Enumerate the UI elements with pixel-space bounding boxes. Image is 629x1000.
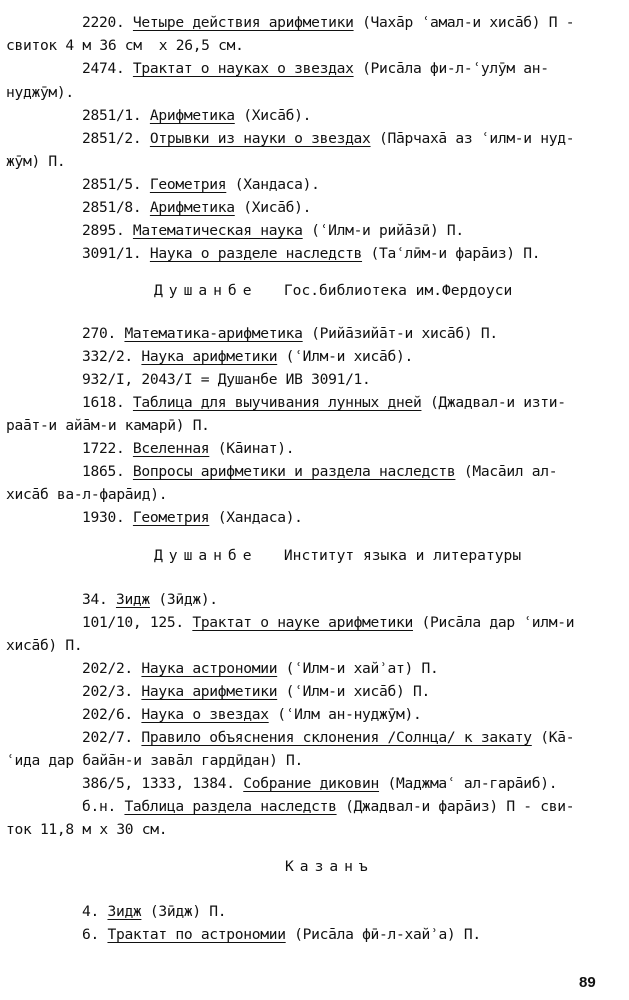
entry-270: [82, 325, 498, 343]
entry-title: Трактат по астрономии: [107, 926, 286, 943]
entry-1865-cont: [6, 486, 167, 504]
entry-number: 270.: [82, 325, 125, 342]
entry-details: (Хандаса).: [209, 509, 303, 526]
entry-title: Арифметика: [149, 107, 235, 124]
entry-202-7: [82, 729, 574, 747]
entry-932: [82, 371, 371, 389]
entry-bn: [82, 798, 574, 816]
entry-details: (Таʿлӣм-и фарāиз) П.: [362, 245, 541, 262]
entry-details: (Рисāла фи-л-ʿулӯм ан-: [353, 60, 549, 77]
entry-details: (ʿИлм-и рийāзӣ) П.: [302, 222, 464, 239]
entry-title: Геометрия: [132, 509, 210, 526]
entry-202-7-cont: [6, 752, 303, 770]
entry-1865: [82, 463, 557, 481]
section-heading-dushanbe-institute: [154, 547, 521, 565]
entry-101-10-cont: [6, 637, 82, 655]
entry-number: 386/5, 1333, 1384.: [82, 775, 244, 792]
entry-number: 202/2.: [82, 660, 142, 677]
entry-details: (ʿИлм ан-нуджӯм).: [268, 706, 422, 723]
entry-number: 6.: [82, 926, 108, 943]
entry-details: (Джадвал-и изти-: [421, 394, 566, 411]
entry-details: (Маджмаʿ ал-гарāиб).: [379, 775, 558, 792]
entry-number: 3091/1.: [82, 245, 150, 262]
entry-continuation: хисāб) П.: [6, 637, 83, 654]
entry-details: (Зӣдж).: [149, 591, 218, 608]
entry-details: (Рисāла фӣ-л-хайʾа) П.: [285, 926, 481, 943]
entry-title: Четыре действия арифметики: [132, 14, 354, 31]
entry-4: [82, 903, 226, 921]
page-number: 89: [579, 974, 596, 991]
heading-city: Душанбе: [154, 282, 258, 299]
entry-bn-cont: [6, 821, 167, 839]
entry-2220: [82, 14, 574, 32]
entry-continuation: ʿида дар байāн-и завāл гардӣдан) П.: [6, 752, 304, 769]
entry-continuation: нуджӯм).: [6, 84, 74, 101]
entry-title: Трактат о науках о звездах: [132, 60, 354, 77]
entry-continuation: жӯм) П.: [6, 153, 66, 170]
entry-number: 2851/5.: [82, 176, 150, 193]
entry-details: (ʿИлм-и хисāб).: [277, 348, 413, 365]
entry-title: Вселенная: [132, 440, 210, 457]
entry-number: б.н.: [82, 798, 125, 815]
entry-101-10: [82, 614, 574, 632]
entry-title: Геометрия: [149, 176, 227, 193]
entry-number: 2851/8.: [82, 199, 150, 216]
entry-details: (Масāил ал-: [455, 463, 558, 480]
entry-details: (ʿИлм-и хайʾат) П.: [277, 660, 439, 677]
entry-202-2: [82, 660, 438, 678]
heading-institution: Гос.библиотека им.Фердоуси: [283, 282, 513, 299]
heading-city: Душанбе: [154, 547, 258, 564]
entry-title: Трактат о науке арифметики: [192, 614, 413, 631]
section-heading-dushanbe-library: [154, 282, 512, 300]
entry-1722: [82, 440, 294, 458]
entry-continuation: ток 11,8 м х 30 см.: [6, 821, 168, 838]
entry-title: Вопросы арифметики и раздела наследств: [132, 463, 456, 480]
entry-title: Собрание диковин: [243, 775, 380, 792]
entry-title: Математическая наука: [132, 222, 303, 239]
entry-number: 1865.: [82, 463, 133, 480]
entry-number: 2474.: [82, 60, 133, 77]
entry-2895: [82, 222, 464, 240]
entry-2220-cont: [6, 37, 244, 55]
entry-details: (Пāрчахā аз ʿилм-и нуд-: [370, 130, 575, 147]
entry-2474-cont: [6, 84, 74, 102]
heading-city: Казанъ: [285, 858, 374, 875]
entry-2851-2-cont: [6, 153, 65, 171]
entry-1618: [82, 394, 566, 412]
entry-332-2: [82, 348, 413, 366]
entry-number: 2851/2.: [82, 130, 150, 147]
entry-1618-cont: [6, 417, 210, 435]
entry-title: Отрывки из науки о звездах: [149, 130, 371, 147]
entry-number: 202/7.: [82, 729, 142, 746]
entry-number: 4.: [82, 903, 108, 920]
entry-details: (Хисāб).: [234, 107, 312, 124]
entry-2851-1: [82, 107, 311, 125]
entry-34: [82, 591, 218, 609]
entry-title: Правило объяснения склонения /Солнца/ к закату: [141, 729, 532, 746]
entry-title: Математика-арифметика: [124, 325, 303, 342]
entry-title: Наука астрономии: [141, 660, 278, 677]
entry-title: Арифметика: [149, 199, 235, 216]
entry-386-5: [82, 775, 557, 793]
entry-number: 1722.: [82, 440, 133, 457]
entry-6: [82, 926, 481, 944]
entry-details: (Рисāла дар ʿилм-и: [412, 614, 575, 631]
entry-details: (Хисāб).: [234, 199, 312, 216]
entry-details: (Рийāзийāт-и хисāб) П.: [302, 325, 498, 342]
entry-number: 101/10, 125.: [82, 614, 193, 631]
entry-details: (Хандаса).: [226, 176, 320, 193]
entry-number: 202/3.: [82, 683, 142, 700]
entry-continuation: хисāб ва-л-фарāид).: [6, 486, 168, 503]
entry-2851-5: [82, 176, 320, 194]
entry-continuation: раāт-и айāм-и камарӣ) П.: [6, 417, 210, 434]
entry-text: 932/I, 2043/I = Душанбе ИВ 3091/1.: [82, 371, 371, 388]
entry-2474: [82, 60, 549, 78]
entry-202-6: [82, 706, 421, 724]
entry-title: Наука о разделе наследств: [149, 245, 363, 262]
entry-number: 2220.: [82, 14, 133, 31]
entry-title: Зидж: [115, 591, 150, 608]
section-heading-kazan: [285, 858, 374, 876]
entry-number: 1618.: [82, 394, 133, 411]
entry-details: (ʿИлм-и хисāб) П.: [277, 683, 430, 700]
entry-number: 2895.: [82, 222, 133, 239]
entry-title: Таблица раздела наследств: [124, 798, 337, 815]
entry-continuation: свиток 4 м 36 см х 26,5 см.: [6, 37, 244, 54]
entry-title: Наука арифметики: [141, 683, 278, 700]
entry-details: (Джадвал-и фарāиз) П - сви-: [336, 798, 575, 815]
heading-institution: Институт языка и литературы: [283, 547, 522, 564]
entry-number: 34.: [82, 591, 116, 608]
entry-details: (Зӣдж) П.: [141, 903, 227, 920]
entry-202-3: [82, 683, 430, 701]
entry-number: 2851/1.: [82, 107, 150, 124]
entry-title: Наука арифметики: [141, 348, 278, 365]
entry-details: (Кāинат).: [209, 440, 295, 457]
entry-number: 202/6.: [82, 706, 142, 723]
entry-title: Наука о звездах: [141, 706, 269, 723]
entry-2851-8: [82, 199, 311, 217]
entry-details: (Чахāр ʿамал-и хисāб) П -: [353, 14, 575, 31]
entry-3091-1: [82, 245, 540, 263]
entry-1930: [82, 509, 303, 527]
entry-details: (Кā-: [531, 729, 575, 746]
entry-title: Таблица для выучивания лунных дней: [132, 394, 422, 411]
entry-number: 332/2.: [82, 348, 142, 365]
entry-number: 1930.: [82, 509, 133, 526]
entry-title: Зидж: [107, 903, 142, 920]
entry-2851-2: [82, 130, 574, 148]
